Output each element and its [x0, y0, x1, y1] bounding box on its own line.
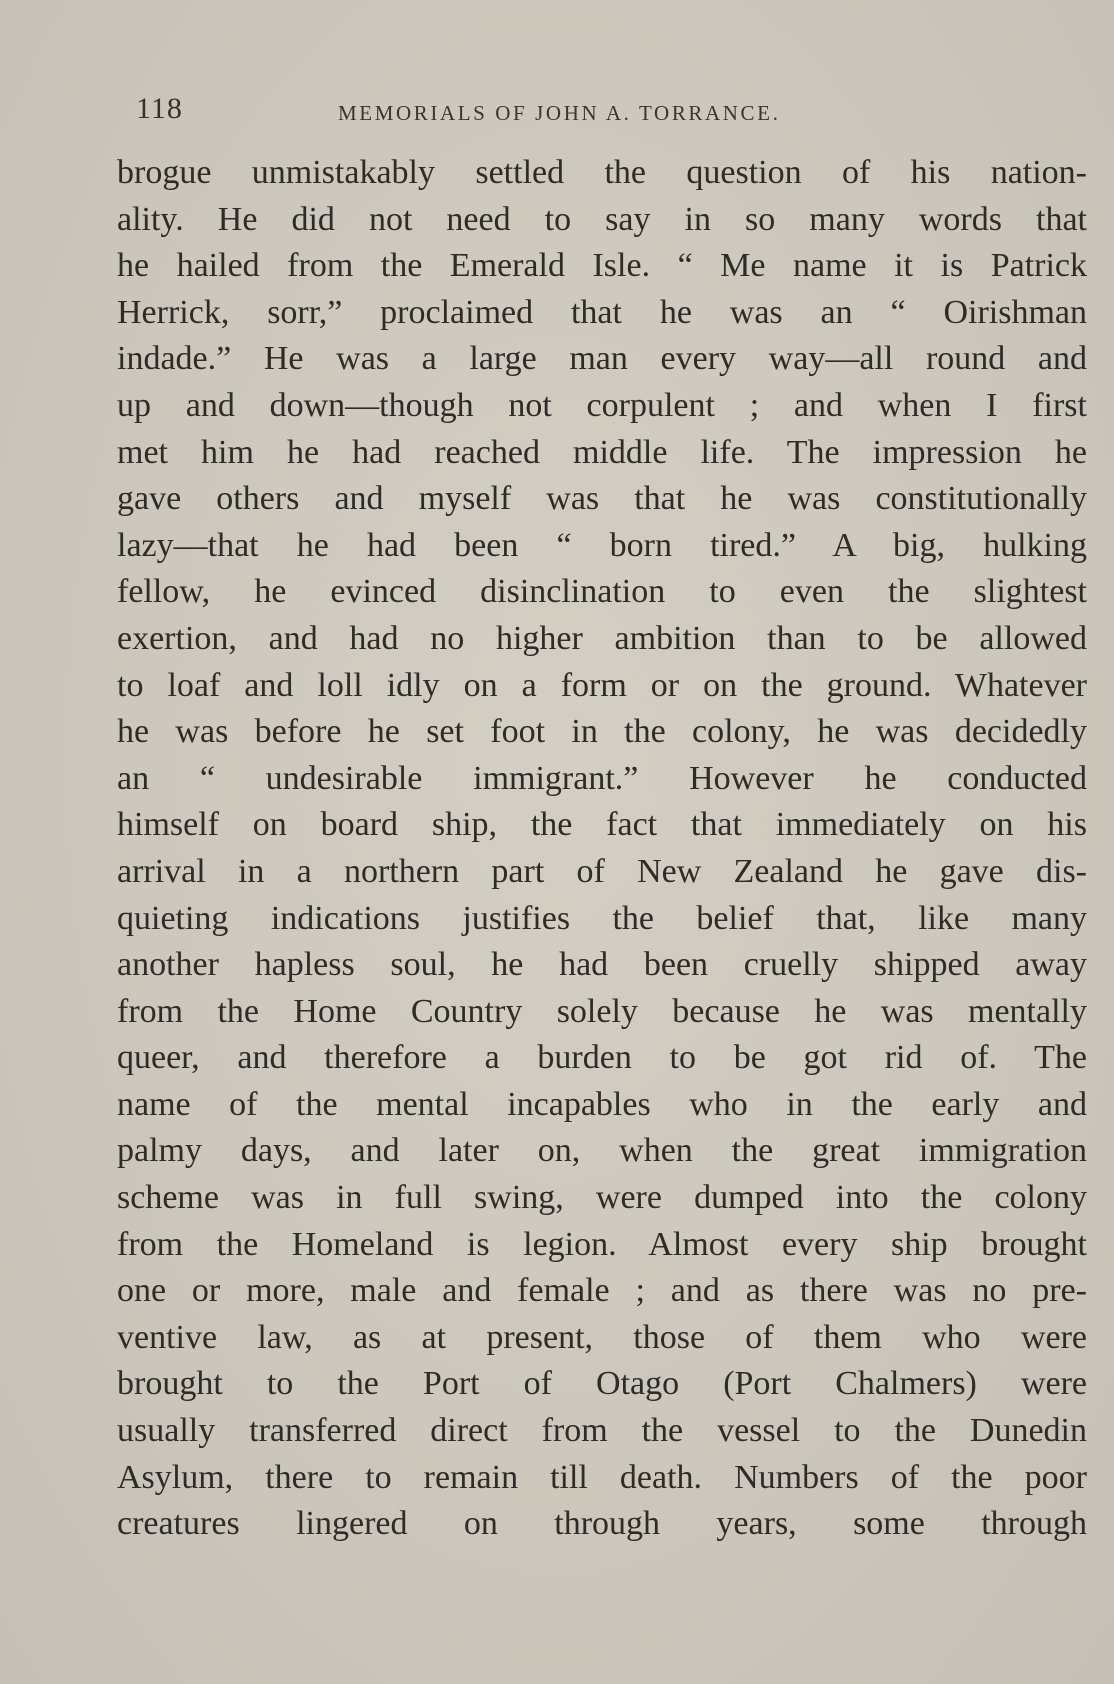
- text-line: Herrick, sorr,” proclaimed that he was an “ Oirishman: [117, 293, 1087, 331]
- text-line: usually transferred direct from the vessel to the Dunedin: [117, 1412, 1087, 1450]
- text-line: brought to the Port of Otago (Port Chalmers) were: [117, 1365, 1087, 1403]
- text-line: another hapless soul, he had been cruelly shipped away: [117, 946, 1087, 984]
- text-line: creatures lingered on through years, some through: [117, 1505, 1087, 1543]
- text-line: ventive law, as at present, those of them who were: [117, 1318, 1087, 1356]
- text-line: indade.” He was a large man every way—all round and: [117, 340, 1087, 378]
- text-line: he was before he set foot in the colony, he was decidedly: [117, 713, 1087, 751]
- text-line: quieting indications justifies the belief that, like many: [117, 899, 1087, 937]
- text-line: queer, and therefore a burden to be got rid of. The: [117, 1039, 1087, 1077]
- text-line: Asylum, there to remain till death. Numbers of the poor: [117, 1458, 1087, 1496]
- running-head: [0, 92, 1114, 132]
- body-text: [117, 150, 1087, 1548]
- text-line: lazy—that he had been “ born tired.” A big, hulking: [117, 526, 1087, 564]
- text-line: ality. He did not need to say in so many words that: [117, 200, 1087, 238]
- text-line: up and down—though not corpulent ; and when I first: [117, 386, 1087, 424]
- text-line: exertion, and had no higher ambition than to be allowed: [117, 619, 1087, 657]
- text-line: arrival in a northern part of New Zealand he gave dis-: [117, 852, 1087, 890]
- text-line: one or more, male and female ; and as there was no pre-: [117, 1272, 1087, 1310]
- text-line: brogue unmistakably settled the question of his nation-: [117, 154, 1087, 191]
- text-line: he hailed from the Emerald Isle. “ Me name it is Patrick: [117, 247, 1087, 285]
- text-line: palmy days, and later on, when the great immigration: [117, 1132, 1087, 1170]
- page-number: 118: [136, 92, 183, 125]
- running-title: MEMORIALS OF JOHN A. TORRANCE.: [338, 101, 781, 125]
- text-line: name of the mental incapables who in the early and: [117, 1085, 1087, 1123]
- text-line: to loaf and loll idly on a form or on the ground. Whatever: [117, 666, 1087, 704]
- text-line: himself on board ship, the fact that immediately on his: [117, 806, 1087, 844]
- text-line: fellow, he evinced disinclination to even the slightest: [117, 573, 1087, 611]
- text-line: an “ undesirable immigrant.” However he conducted: [117, 759, 1087, 797]
- text-line: gave others and myself was that he was constitutionally: [117, 480, 1087, 518]
- text-line: met him he had reached middle life. The impression he: [117, 433, 1087, 471]
- text-line: from the Homeland is legion. Almost every ship brought: [117, 1225, 1087, 1263]
- text-line: scheme was in full swing, were dumped into the colony: [117, 1179, 1087, 1217]
- text-line: from the Home Country solely because he was mentally: [117, 992, 1087, 1030]
